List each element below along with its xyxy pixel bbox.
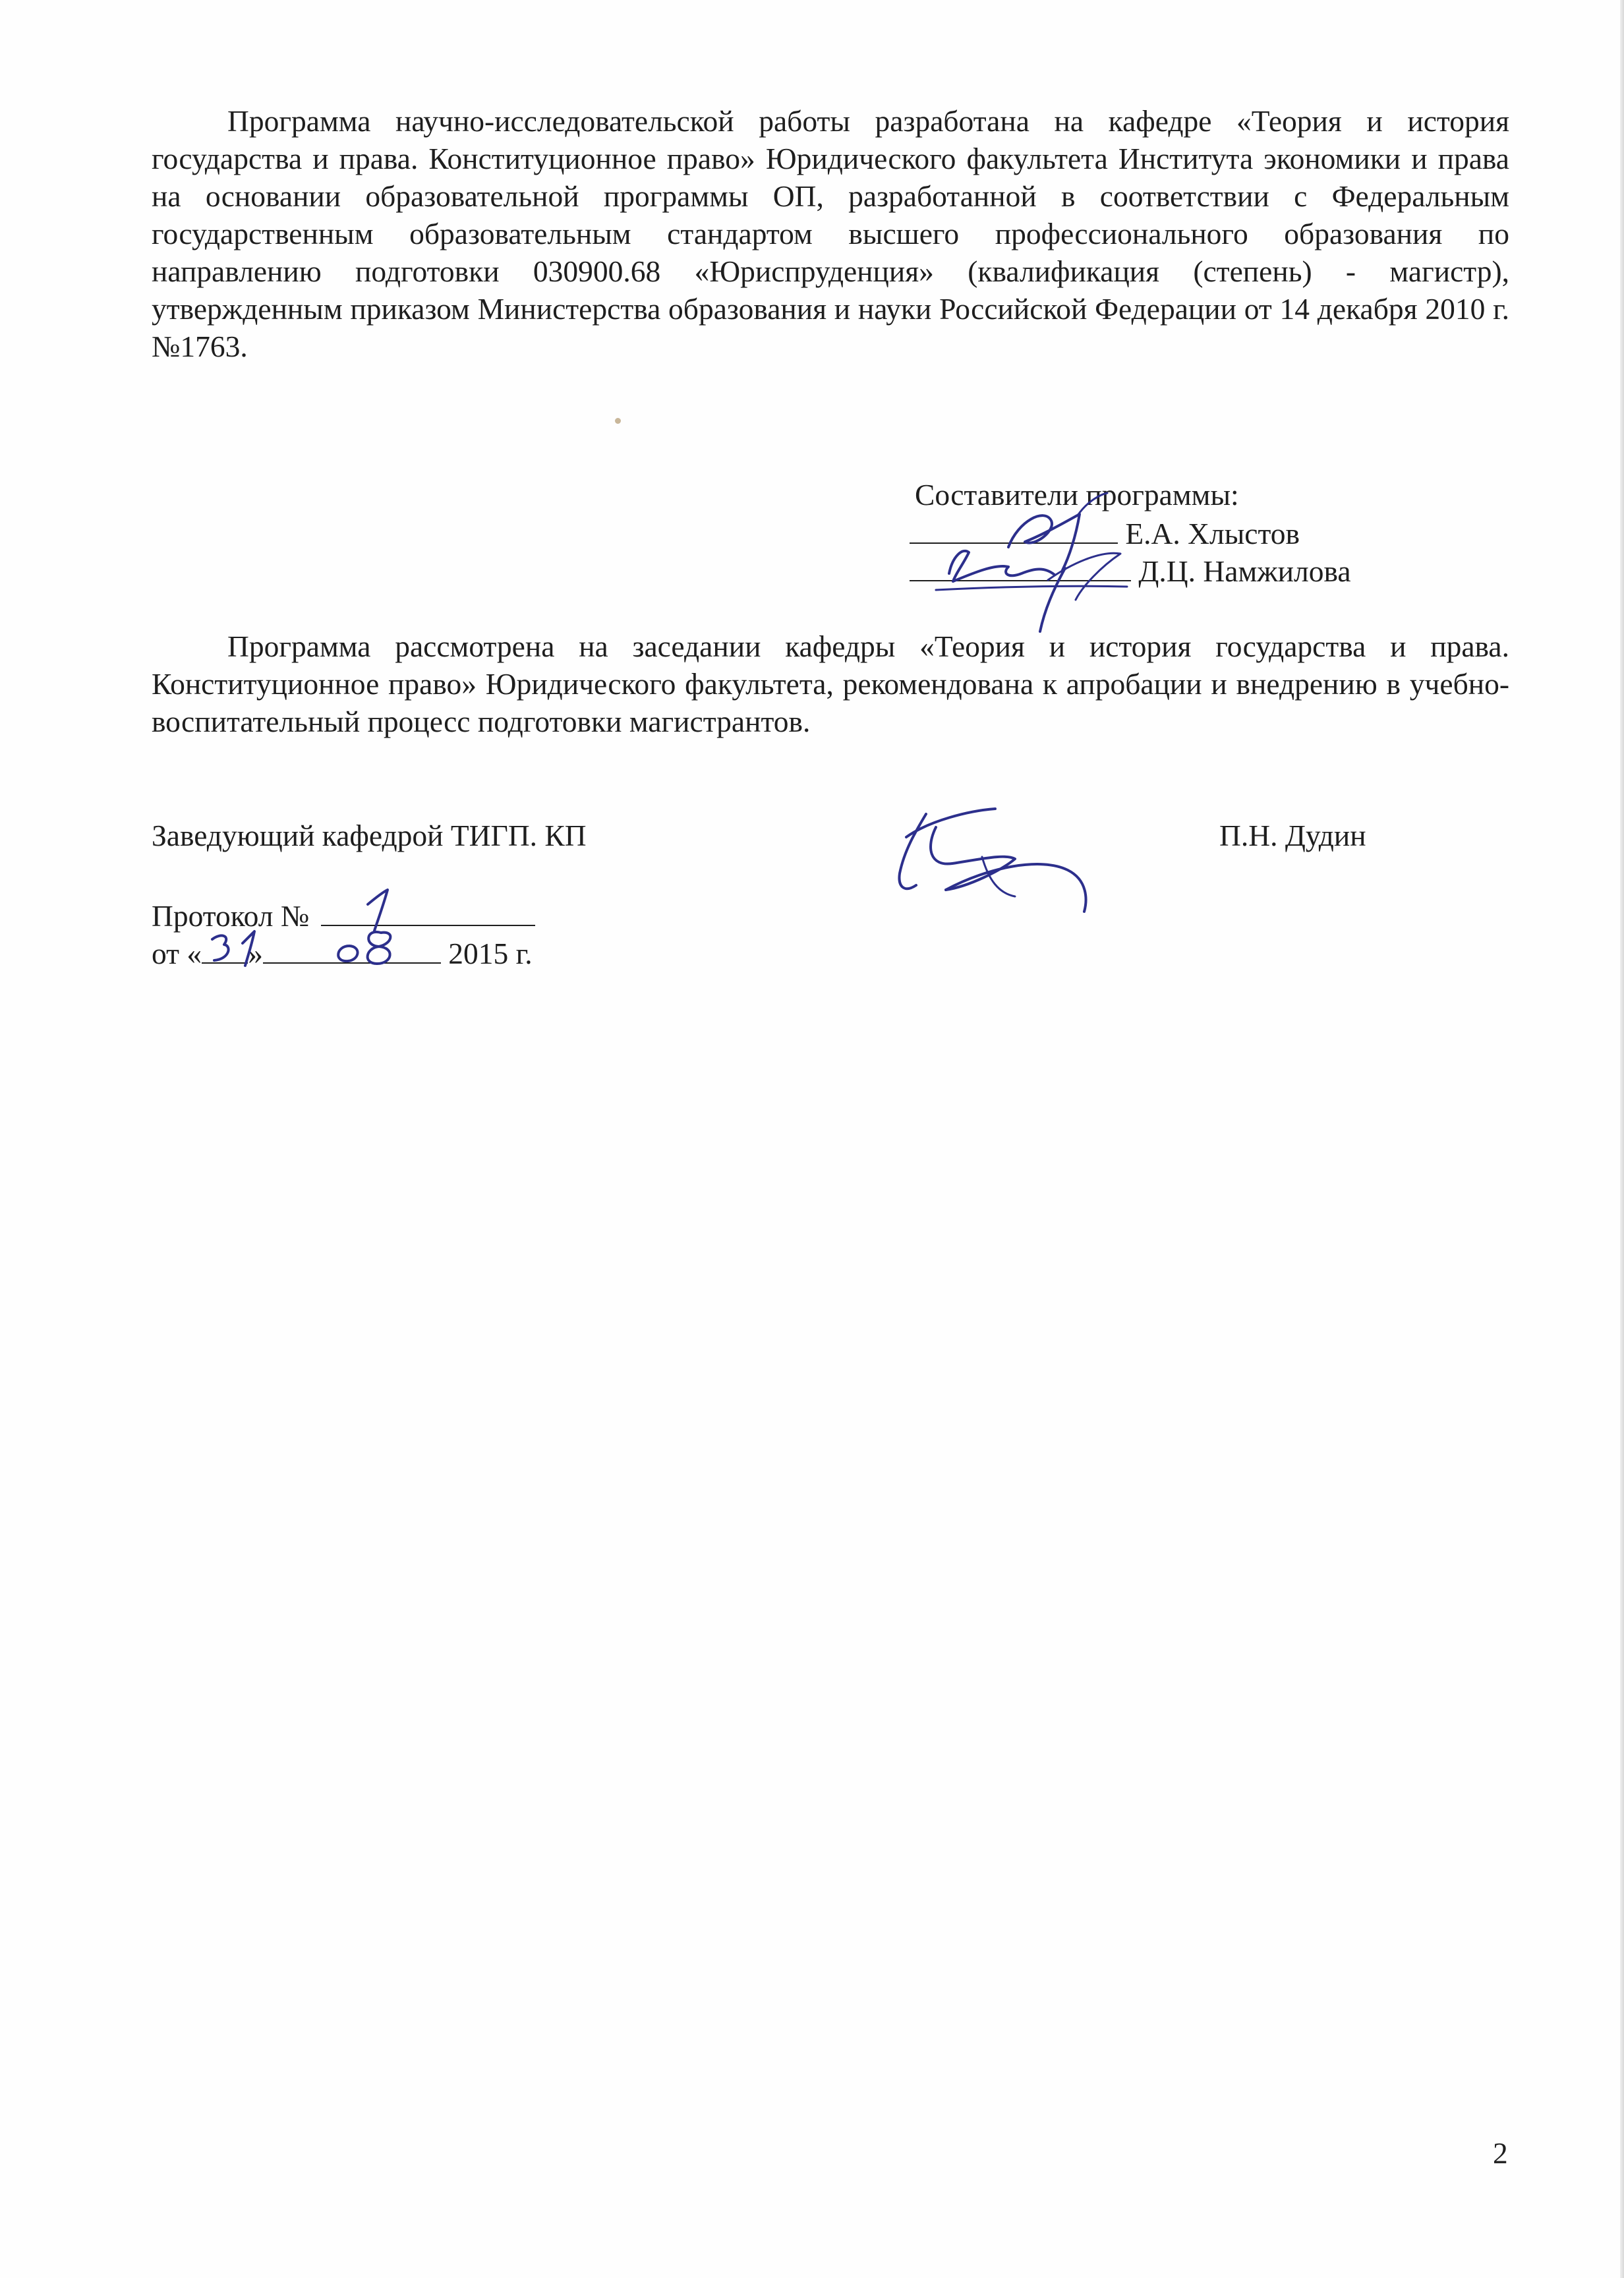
- date-year: 2015 г.: [448, 937, 533, 970]
- paper-speck: [615, 418, 621, 424]
- compiler-line-2: [910, 551, 1351, 590]
- intro-paragraph: Программа научно-исследовательской работы разработана на кафедре «Теория и история государства и права. Конституционное право» Юридического факультета Института экономики и права на основании образовательной программы ОП, разработанной в соответствии с Федеральным государственным образовательным стандартом высшего профессионального образования по направлению подготовки 030900.68 «Юриспруденция» (квалификация (степень) - магистр), утвержденным приказом Министерства образования и науки Российской Федерации от 14 декабря 2010 г. №1763.: [152, 104, 1509, 363]
- day-blank: [202, 933, 248, 964]
- protocol-number-blank: [321, 896, 535, 926]
- compiler-name-2: Д.Ц. Намжилова: [1138, 554, 1351, 588]
- signature-blank-1: [910, 513, 1118, 544]
- month-blank: [263, 933, 441, 964]
- date-middle: »: [248, 937, 263, 970]
- compiler-line-1: [910, 513, 1300, 552]
- review-paragraph: Программа рассмотрена на заседании кафедры «Теория и история государства и права. Конституционное право» Юридического факультета, рекомендована к апробации и внедрению в учебно-воспитательный процесс подготовки магистрантов.: [152, 629, 1509, 738]
- protocol-line: [152, 896, 535, 935]
- page-number: 2: [1493, 2136, 1508, 2170]
- protocol-label: Протокол №: [152, 899, 310, 933]
- signature-blank-2: [910, 551, 1131, 581]
- protocol-date-line: [152, 933, 533, 972]
- date-prefix: от «: [152, 937, 202, 970]
- compilers-heading: Составители программы:: [915, 478, 1239, 511]
- head-of-department-name: П.Н. Дудин: [1219, 819, 1366, 852]
- page-edge-shadow: [1620, 0, 1624, 2278]
- compiler-name-1: Е.А. Хлыстов: [1125, 517, 1300, 550]
- head-of-department-title: Заведующий кафедрой ТИГП. КП: [152, 819, 587, 852]
- head-signature-image: [890, 794, 1107, 916]
